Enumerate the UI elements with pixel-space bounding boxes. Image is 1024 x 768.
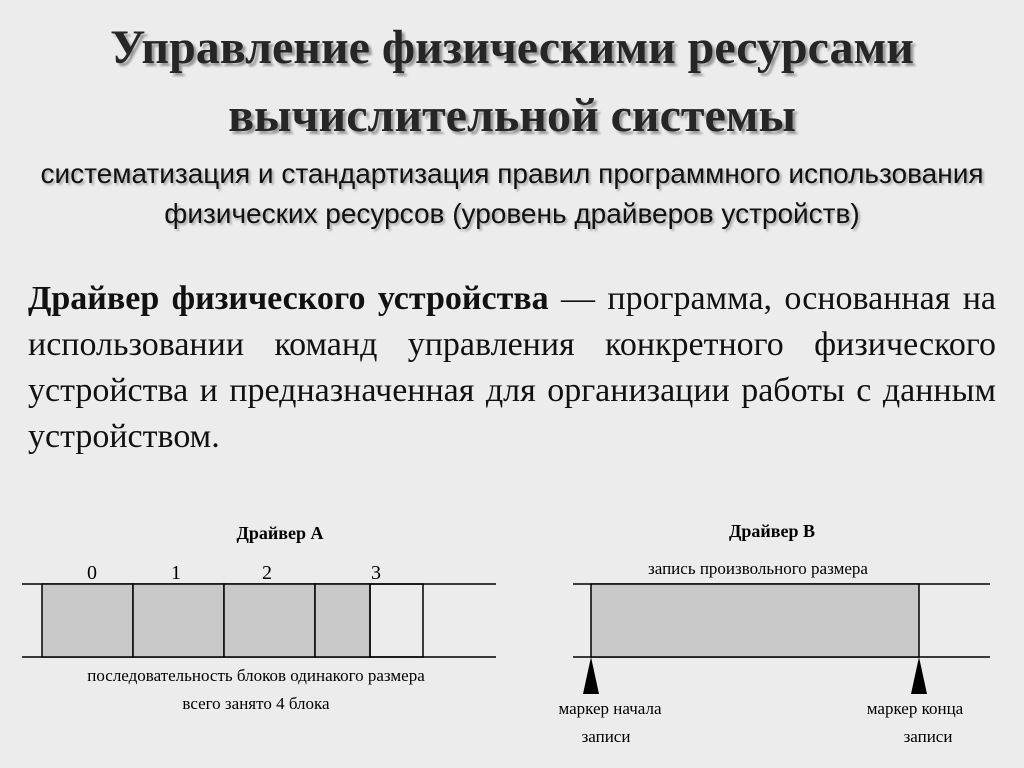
driver-a-diagram xyxy=(22,523,496,713)
end-marker-label-line1: маркер конца xyxy=(866,699,964,718)
record-label: запись произвольного размера xyxy=(648,559,868,578)
block-number-2: 2 xyxy=(262,562,272,584)
start-marker-label-line1: маркер начала xyxy=(558,699,662,718)
driver-a-caption-line1: последовательность блоков одинакого размера xyxy=(87,666,425,685)
start-marker-icon xyxy=(583,657,599,694)
driver-b-title: Драйвер В xyxy=(729,521,815,541)
block-1 xyxy=(133,584,224,657)
end-marker-icon xyxy=(911,657,927,694)
definition-dash: — xyxy=(548,280,596,317)
definition-term: Драйвер физического устройства xyxy=(28,280,549,317)
block-2 xyxy=(224,584,315,657)
block-number-3: 3 xyxy=(371,562,381,584)
start-marker-label-line2: записи xyxy=(581,727,631,746)
driver-a-caption-line2: всего занято 4 блока xyxy=(182,694,330,713)
driver-b-diagram xyxy=(558,521,990,746)
block-number-1: 1 xyxy=(171,562,181,584)
definition-text: программа, основанная на использовании команд управления конкретного физического устройства и предназначенная для организации работы с данным устройством. xyxy=(28,280,996,455)
block-0 xyxy=(42,584,133,657)
slide-subtitle: систематизация и стандартизация правил программного использования физических ресурсов (уровень драйверов устройств) xyxy=(40,158,984,229)
end-marker-label-line2: записи xyxy=(903,727,953,746)
record-block xyxy=(591,584,919,657)
block-number-0: 0 xyxy=(87,562,97,584)
block-free xyxy=(370,584,423,657)
slide-title-line2: вычислительной системы xyxy=(228,89,796,142)
block-3 xyxy=(315,584,370,657)
slide-title-line1: Управление физическими ресурсами xyxy=(110,21,914,74)
driver-a-title: Драйвер А xyxy=(236,523,324,543)
